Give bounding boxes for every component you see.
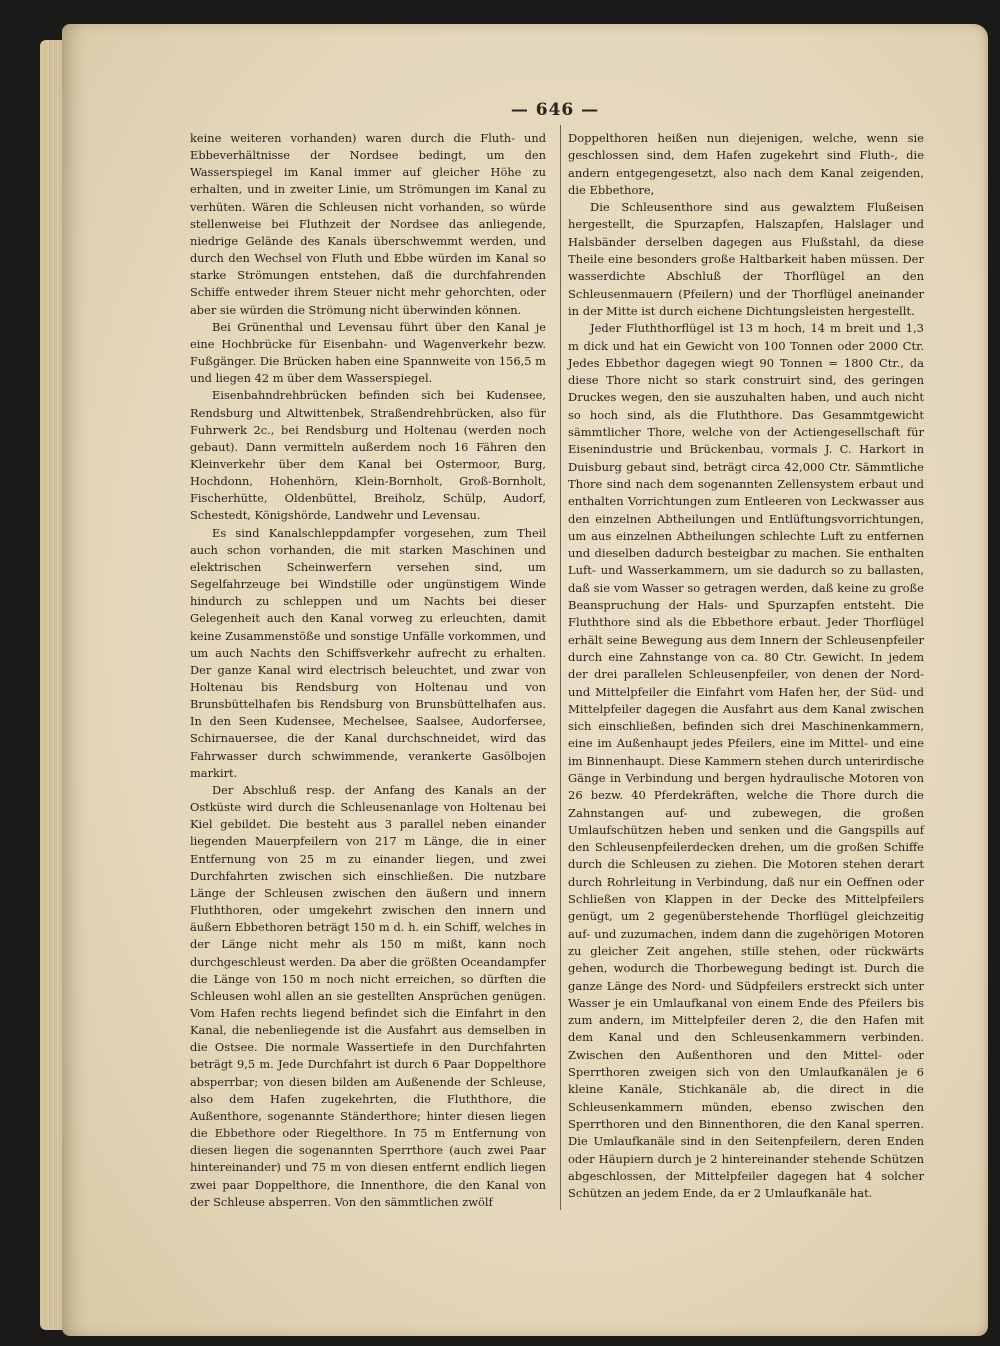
paragraph: Eisenbahndrehbrücken befinden sich bei Kudensee, Rendsburg und Altwittenbek, Straßendrehbrücken, also für Fuhrwerk 2c., bei Rendsburg und Holtenau (werden noch gebaut). Dann vermitteln außerdem noch 16 Fähren den Kleinverkehr über dem Kanal bei Ostermoor, Burg, Hochdonn, Hohenhörn, Klein-Bornholt, Groß-Bornholt, Fischerhütte, Oldenbüttel, Breiholz, Schülp, Audorf, Schestedt, Königshörde, Landwehr und Levensau. <box>190 388 546 523</box>
paragraph: keine weiteren vorhanden) waren durch die Fluth- und Ebbeverhältnisse der Nordsee bedingt, um den Wasserspiegel im Kanal immer auf gleicher Höhe zu erhalten, und in zweiter Linie, um Strömungen im Kanal zu verhüten. Wären die Schleusen nicht vorhanden, so würde stellenweise bei Fluthzeit der Nordsee das anliegende, niedrige Gelände des Kanals überschwemmt werden, und durch den Wechsel von Fluth und Ebbe würden im Kanal so starke Strömungen entstehen, daß die durchfahrenden Schiffe entweder ihrem Steuer nicht mehr gehorchten, oder aber sie würden die Strömung nicht überwinden können. <box>190 131 546 317</box>
column-divider <box>560 125 561 1210</box>
paragraph: Doppelthoren heißen nun diejenigen, welche, wenn sie geschlossen sind, dem Hafen zugekehrt sind Fluth-, die andern entgegengesetzt, also nach dem Kanal zeigenden, die Ebbethore, <box>568 131 924 197</box>
paragraph: Die Schleusenthore sind aus gewalztem Flußeisen hergestellt, die Spurzapfen, Halszapfen, Halslager und Halsbänder derselben dagegen aus Flußstahl, da diese Theile eine besonders große Haltbarkeit haben müssen. Der wasserdichte Abschluß der Thorflügel an den Schleusenmauern (Pfeilern) und der Thorflügel aneinander in der Mitte ist durch eichene Dichtungsleisten hergestellt. <box>568 200 924 318</box>
page-number: — 646 — <box>510 100 600 120</box>
right-text-column <box>568 130 924 1202</box>
paragraph: Bei Grünenthal und Levensau führt über den Kanal je eine Hochbrücke für Eisenbahn- und Wagenverkehr bezw. Fußgänger. Die Brücken haben eine Spannweite von 156,5 m und liegen 42 m über dem Wasserspiegel. <box>190 319 546 386</box>
paragraph: Es sind Kanalschleppdampfer vorgesehen, zum Theil auch schon vorhanden, die mit starken Maschinen und elektrischen Scheinwerfern versehen sind, um Segelfahrzeuge bei Windstille oder ungünstigem Winde hindurch zu schleppen und um Nachts bei dieser Gelegenheit auch den Kanal vorweg zu erleuchten, damit keine Zusammenstöße und sonstige Unfälle vorkommen, und um auch Nachts den Schiffsverkehr aufrecht zu erhalten. Der ganze Kanal wird electrisch beleuchtet, und zwar von Holtenau bis Rendsburg von Holtenau und von Brunsbüttelhafen bis Rendsburg von Brunsbüttelhafen aus. In den Seen Kudensee, Mechelsee, Saalsee, Audorfersee, Schirnauersee, die der Kanal durchschneidet, wird das Fahrwasser durch schwimmende, verankerte Gasölbojen markirt. <box>190 525 546 780</box>
left-text-column <box>190 130 546 1211</box>
paragraph: Der Abschluß resp. der Anfang des Kanals an der Ostküste wird durch die Schleusenanlage von Holtenau bei Kiel gebildet. Die besteht aus 3 parallel neben einander liegenden Mauerpfeilern von 217 m Länge, die in einer Entfernung von 25 m zu einander liegen, und zwei Durchfahrten zwischen sich einschließen. Die nutzbare Länge der Schleusen zwischen den äußern und innern Fluththoren, oder umgekehrt zwischen den innern und äußern Ebbethoren beträgt 150 m d. h. ein Schiff, welches in der Länge nicht mehr als 150 m mißt, kann noch durchgeschleust werden. Da aber die größten Oceandampfer die Länge von 150 m noch nicht erreichen, so dürften die Schleusen wohl allen an sie gestellten Ansprüchen genügen. Vom Hafen rechts liegend befindet sich die Einfahrt in den Kanal, die nebenliegende ist die Ausfahrt aus demselben in die Ostsee. Die normale Wassertiefe in den Durchfahrten beträgt 9,5 m. Jede Durchfahrt ist durch 6 Paar Doppelthore absperrbar; von diesen bilden am Außenende der Schleuse, also dem Hafen zugekehrten, die Fluththore, die Außenthore, sogenannte Ständerthore; hinter diesen liegen die Ebbethore oder Riegelthore. In 75 m Entfernung von diesen liegen die sogenannten Sperrthore (auch zwei Paar hintereinander) und 75 m von diesen entfernt endlich liegen zwei paar Doppelthore, die Innenthore, die den Kanal von der Schleuse absperren. Von den sämmtlichen zwölf <box>190 782 546 1209</box>
paragraph: Jeder Fluththorflügel ist 13 m hoch, 14 m breit und 1,3 m dick und hat ein Gewicht von 100 Tonnen oder 2000 Ctr. Jedes Ebbethor dagegen wiegt 90 Tonnen = 1800 Ctr., da diese Thore nicht so stark construirt sind, des geringen Druckes wegen, den sie auszuhalten haben, und auch nicht so hoch sind, als die Fluththore. Das Gesammtgewicht sämmtlicher Thore, welche von der Actiengesellschaft für Eisenindustrie und Brückenbau, vormals J. C. Harkort in Duisburg gebaut sind, beträgt circa 42,000 Ctr. Sämmtliche Thore sind nach dem sogenannten Zellensystem erbaut und enthalten Vorrichtungen zum Entleeren von Leckwasser aus den einzelnen Abtheilungen und Entlüftungsvorrichtungen, um aus einzelnen Abtheilungen schlechte Luft zu entfernen und dieselben dadurch besteigbar zu machen. Sie enthalten Luft- und Wasserkammern, um sie dadurch so zu ballasten, daß sie vom Wasser so getragen werden, daß keine zu große Beanspruchung der Hals- und Spurzapfen entsteht. Die Fluththore sind als die Ebbethore erbaut. Jeder Thorflügel erhält seine Bewegung aus dem Innern der Schleusenpfeiler durch eine Zahnstange von ca. 80 Ctr. Gewicht. In jedem der drei parallelen Schleusenpfeiler, von denen der Nord- und Mittelpfeiler die Einfahrt vom Hafen her, der Süd- und Mittelpfeiler dagegen die Ausfahrt aus dem Kanal zwischen sich einschließen, befinden sich drei Maschinenkammern, eine im Außenhaupt jedes Pfeilers, eine im Mittel- und eine im Binnenhaupt. Diese Kammern stehen durch unterirdische Gänge in Verbindung und bergen hydraulische Motoren von 26 bezw. 40 Pferdekräften, welche die Thore durch die Zahnstangen auf- und zubewegen, die großen Umlaufschützen heben und senken und die Gangspills auf den Schleusenpfeilerdecken drehen, um die großen Schiffe durch die Schleusen zu ziehen. Die Motoren stehen derart durch Rohrleitung in Verbindung, daß nur ein Oeffnen oder Schließen von Klappen in der Decke des Mittelpfeilers genügt, um 2 gegenüberstehende Thorflügel gleichzeitig auf- und zuzumachen, indem dann die zugehörigen Motoren zu gleicher Zeit angehen, stille stehen, oder rückwärts gehen, wodurch die Thorbewegung bedingt ist. Durch die ganze Länge des Nord- und Südpfeilers erstreckt sich unter Wasser je ein Umlaufkanal von einem Ende des Pfeilers bis zum andern, im Mittelpfeiler deren 2, die den Hafen mit dem Kanal und den Schleusenkammern verbinden. Zwischen den Außenthoren und den Mittel- oder Sperrthoren zweigen sich von den Umlaufkanälen je 6 kleine Kanäle, Stichkanäle ab, die direct in die Schleusenkammern münden, ebenso zwischen den Sperrthoren und den Binnenthoren, die den Kanal sperren. Die Umlaufkanäle sind in den Seitenpfeilern, deren Enden oder Häupiern durch je 2 hintereinander stehende Schützen abgeschlossen, der Mittelpfeiler dagegen hat 4 solcher Schützen an jedem Ende, da er 2 Umlaufkanäle hat. <box>568 321 924 1201</box>
